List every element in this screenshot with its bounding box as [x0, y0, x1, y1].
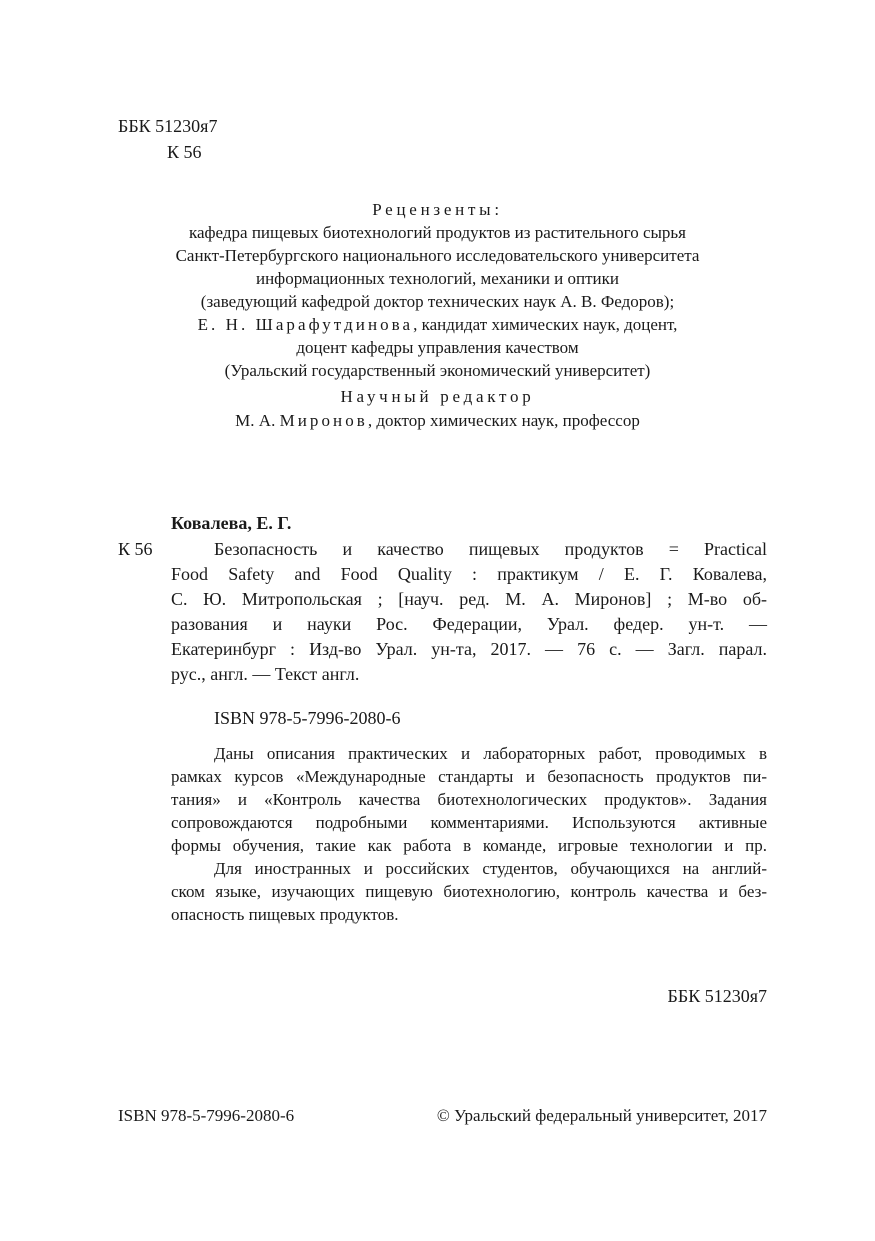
footer-isbn: ISBN 978-5-7996-2080-6 — [118, 1106, 295, 1125]
reviewers-line: кафедра пищевых биотехнологий продуктов из растительного сырья — [188, 223, 686, 242]
catalog-code: К 56 — [118, 539, 153, 559]
scientific-editor — [0, 411, 875, 431]
catalog-isbn: ISBN 978-5-7996-2080-6 — [214, 708, 401, 728]
annotation-line: опасность пищевых продуктов. — [171, 905, 399, 924]
annotation-line: ском языке, изучающих пищевую биотехнологию, контроль качества и без- — [171, 882, 767, 901]
annotation-line: Даны описания практических и лабораторных работ, проводимых в — [214, 744, 767, 763]
copyright: © Уральский федеральный университет, 2017 — [436, 1106, 767, 1125]
annotation-line: формы обучения, такие как работа в команде, игровые технологии и пр. — [171, 836, 767, 855]
editor-credentials: , доктор химических наук, профессор — [367, 411, 640, 430]
annotation-line: тания» и «Контроль качества биотехнологических продуктов». Задания — [171, 790, 767, 809]
reviewers-line: Санкт-Петербургского национального исследовательского университета — [175, 246, 700, 265]
bbk-index: ББК 51230я7 — [118, 116, 218, 136]
bbk-index-footer: ББК 51230я7 — [667, 986, 767, 1006]
reviewer-credentials: , кандидат химических наук, доцент, — [413, 315, 678, 334]
editor-name: Миронов — [279, 411, 368, 430]
annotation-line: рамках курсов «Международные стандарты и безопасность продуктов пи- — [171, 767, 767, 786]
catalog-author: Ковалева, Е. Г. — [171, 513, 292, 533]
catalog-line: Безопасность и качество пищевых продуктов = Practical — [214, 539, 767, 559]
editor-title: Научный редактор — [340, 387, 535, 406]
catalog-line: Екатеринбург : Изд-во Урал. ун-та, 2017. — 76 с. — Загл. парал. — [171, 639, 767, 659]
author-mark: К 56 — [167, 142, 202, 162]
reviewer-sharafutdinova — [0, 315, 875, 335]
reviewers-line: доцент кафедры управления качеством — [296, 338, 579, 357]
reviewers-line: (заведующий кафедрой доктор технических наук А. В. Федоров); — [200, 292, 675, 311]
catalog-line: С. Ю. Митропольская ; [науч. ред. М. А. Миронов] ; М-во об- — [171, 589, 767, 609]
editor-initials: М. А. — [235, 411, 280, 430]
annotation-line: Для иностранных и российских студентов, обучающихся на англий- — [214, 859, 767, 878]
catalog-line: рус., англ. — Текст англ. — [171, 664, 360, 684]
reviewers-line: (Уральский государственный экономический университет) — [224, 361, 651, 380]
catalog-line: Food Safety and Food Quality : практикум / Е. Г. Ковалева, — [171, 564, 767, 584]
reviewers-line: информационных технологий, механики и оптики — [255, 269, 619, 288]
reviewers-title: Рецензенты: — [372, 200, 503, 219]
catalog-line: разования и науки Рос. Федерации, Урал. федер. ун-т. — — [171, 614, 767, 634]
annotation-line: сопровождаются подробными комментариями. Используются активные — [171, 813, 767, 832]
reviewer-name: Е. Н. Шарафутдинова — [197, 315, 414, 334]
